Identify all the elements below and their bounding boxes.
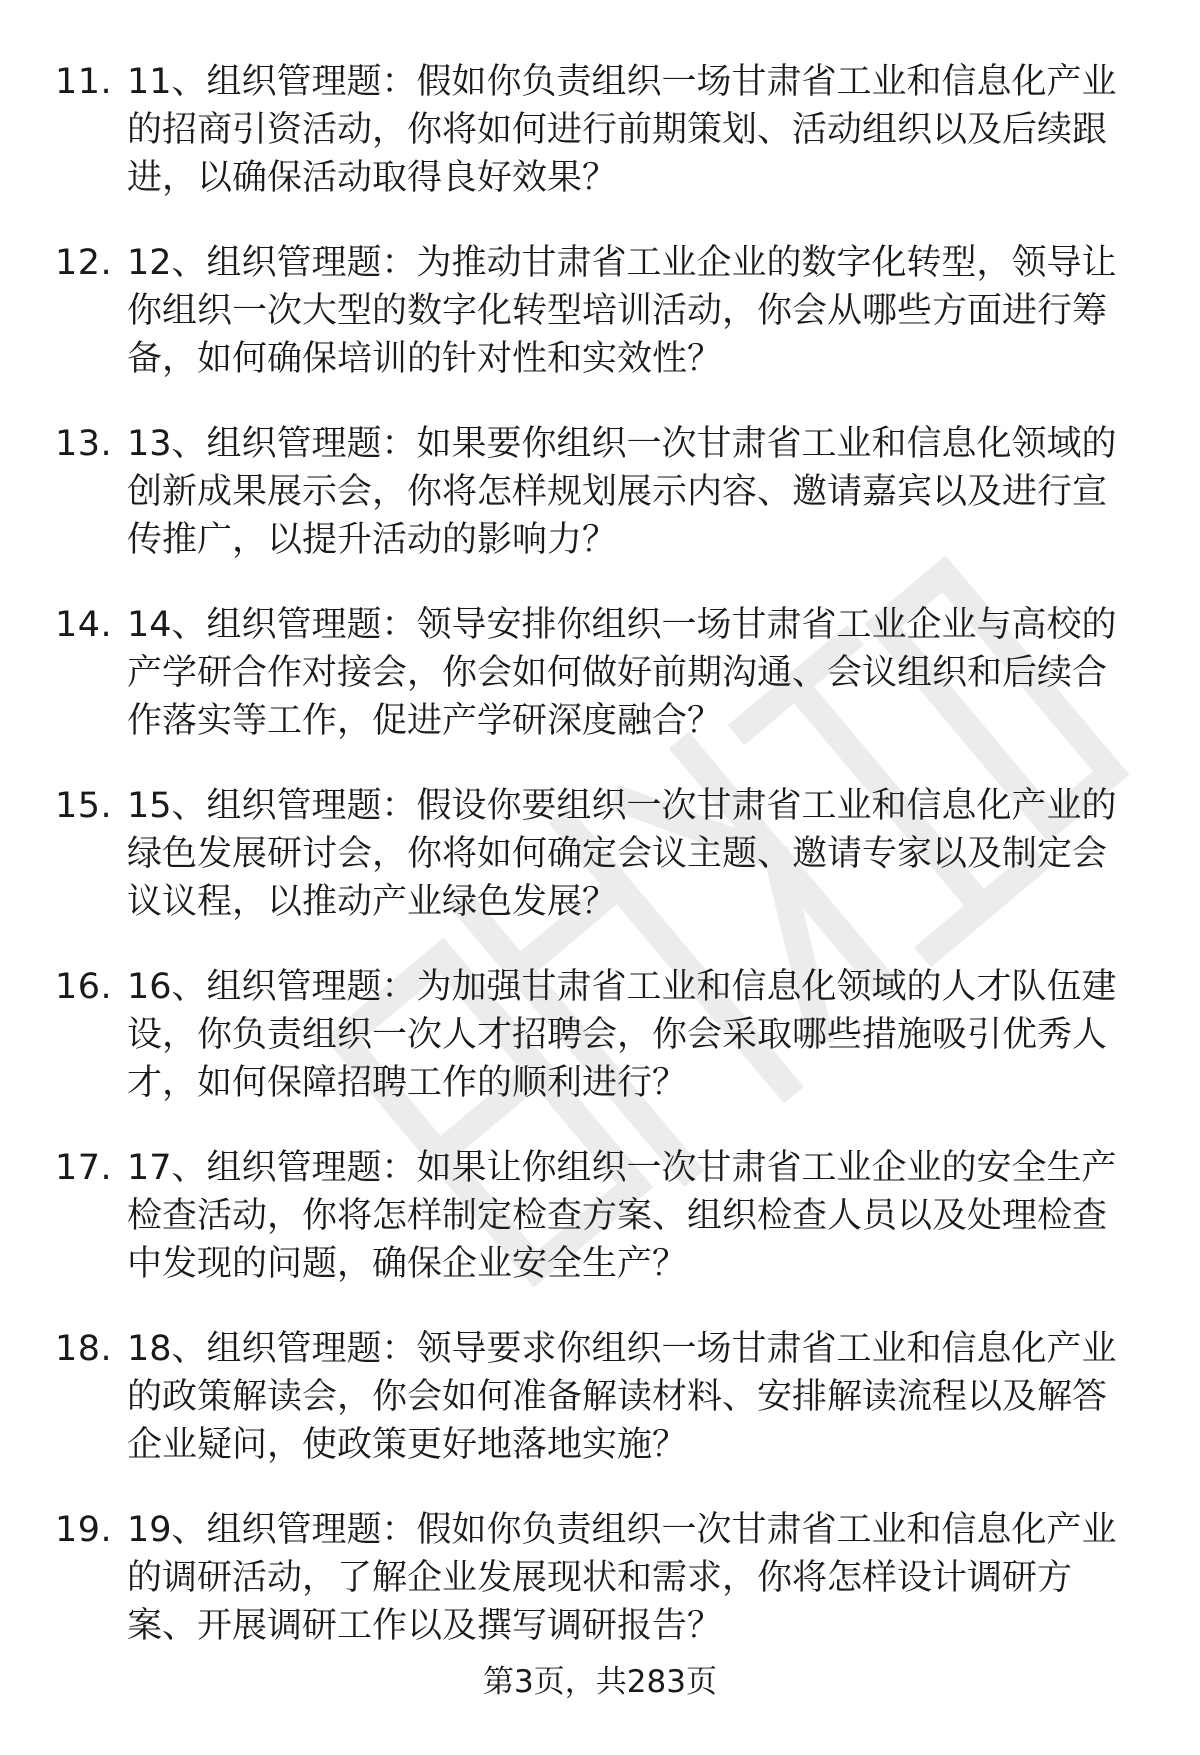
question-line: 12、组织管理题：为推动甘肃省工业企业的数字化转型，领导让 [127,243,1117,283]
question-line: 16、组织管理题：为加强甘肃省工业和信息化领域的人才队伍建 [127,967,1117,1007]
question-text [127,601,1147,745]
question-line: 的招商引资活动，你将如何进行前期策划、活动组织以及后续跟 [127,110,1108,150]
question-line: 18、组织管理题：领导要求你组织一场甘肃省工业和信息化产业 [127,1329,1117,1369]
question-text [127,239,1147,383]
question-item [0,420,1200,570]
question-line: 议议程，以推动产业绿色发展？ [127,882,618,922]
question-line: 产学研合作对接会，你会如何做好前期沟通、会议组织和后续合 [127,653,1108,693]
question-line: 的政策解读会，你会如何准备解读材料、安排解读流程以及解答 [127,1377,1108,1417]
question-text [127,963,1147,1107]
question-line: 设，你负责组织一次人才招聘会，你会采取哪些措施吸引优秀人 [127,1015,1108,1055]
question-number: 12. [55,243,113,283]
question-line: 才，如何保障招聘工作的顺利进行？ [127,1063,688,1103]
question-line: 19、组织管理题：假如你负责组织一次甘肃省工业和信息化产业 [127,1510,1117,1550]
question-line: 传推广，以提升活动的影响力？ [127,520,618,560]
question-item [0,963,1200,1113]
question-line: 17、组织管理题：如果让你组织一次甘肃省工业企业的安全生产 [127,1148,1117,1188]
question-line: 11、组织管理题：假如你负责组织一场甘肃省工业和信息化产业 [127,62,1117,102]
question-line: 创新成果展示会，你将怎样规划展示内容、邀请嘉宾以及进行宣 [127,472,1108,512]
question-item [0,239,1200,389]
question-line: 进，以确保活动取得良好效果？ [127,158,618,198]
question-line: 15、组织管理题：假设你要组织一次甘肃省工业和信息化产业的 [127,786,1117,826]
question-item [0,601,1200,751]
question-number: 15. [55,786,113,826]
question-line: 案、开展调研工作以及撰写调研报告？ [127,1606,723,1646]
question-line: 检查活动，你将怎样制定检查方案、组织检查人员以及处理检查 [127,1196,1108,1236]
question-number: 13. [55,424,113,464]
question-line: 中发现的问题，确保企业安全生产？ [127,1244,688,1284]
question-item [0,58,1200,208]
question-number: 18. [55,1329,113,1369]
question-text [127,782,1147,926]
question-item [0,1144,1200,1294]
question-item [0,1325,1200,1475]
question-line: 14、组织管理题：领导安排你组织一场甘肃省工业企业与高校的 [127,605,1117,645]
question-line: 企业疑问，使政策更好地落地实施？ [127,1425,688,1465]
question-number: 14. [55,605,113,645]
page-number-footer: 第3页，共283页 [483,1664,717,1700]
question-line: 绿色发展研讨会，你将如何确定会议主题、邀请专家以及制定会 [127,834,1108,874]
question-line: 你组织一次大型的数字化转型培训活动，你会从哪些方面进行筹 [127,291,1108,331]
question-number: 11. [55,62,113,102]
question-number: 17. [55,1148,113,1188]
question-line: 的调研活动，了解企业发展现状和需求，你将怎样设计调研方 [127,1558,1073,1598]
question-line: 备，如何确保培训的针对性和实效性？ [127,339,723,379]
question-text [127,1144,1147,1288]
question-line: 作落实等工作，促进产学研深度融合？ [127,701,723,741]
question-text [127,58,1147,202]
question-number: 16. [55,967,113,1007]
question-text [127,1325,1147,1469]
question-text [127,420,1147,564]
question-line: 13、组织管理题：如果要你组织一次甘肃省工业和信息化领域的 [127,424,1117,464]
question-item [0,1506,1200,1656]
question-item [0,782,1200,932]
question-text [127,1506,1147,1650]
question-number: 19. [55,1510,113,1550]
